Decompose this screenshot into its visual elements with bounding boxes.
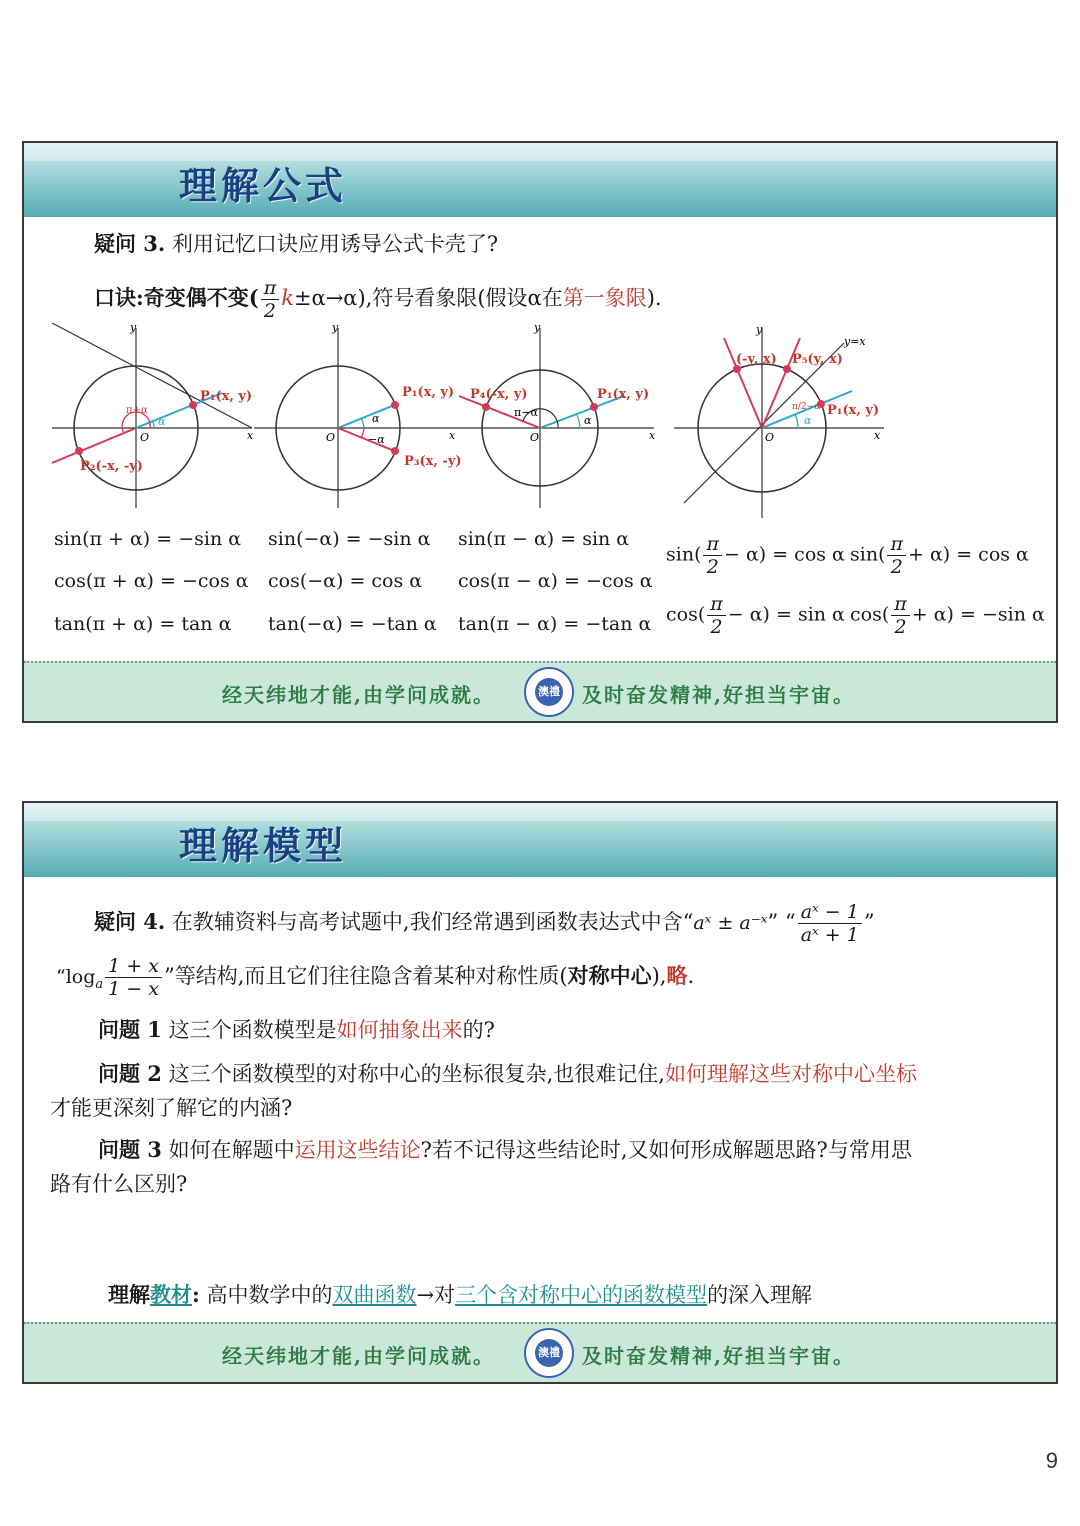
question-3: 疑问 3. 利用记忆口诀应用诱导公式卡壳了? xyxy=(94,231,499,256)
textbook-link[interactable]: 教材 xyxy=(150,1282,192,1307)
slide-footer xyxy=(24,661,1056,721)
point-p4: P₄(-x, y) xyxy=(470,387,528,402)
formula-tan-pi-plus: tan(π + α) = tan α xyxy=(54,613,232,635)
page-number: 9 xyxy=(1045,1448,1058,1473)
origin-label: O xyxy=(530,431,540,444)
formula-tan-neg: tan(−α) = −tan α xyxy=(268,613,437,635)
formula-cos-pi-plus: cos(π + α) = −cos α xyxy=(54,570,249,592)
problem-1: 问题 1 这三个函数模型是如何抽象出来的? xyxy=(98,1017,495,1042)
angle-half-pi-minus-alpha: π/2−α xyxy=(792,402,821,412)
point-p5: P₅(y, x) xyxy=(792,352,843,367)
formula-sin-neg: sin(−α) = −sin α xyxy=(268,528,431,550)
understand-textbook: 理解教材: 高中数学中的双曲函数→对三个含对称中心的函数模型的深入理解 xyxy=(108,1282,813,1307)
x-axis-label: x xyxy=(449,429,456,442)
unit-circle-pi-minus-alpha xyxy=(454,323,664,513)
question-4-line2: “$\log_a$ $\frac{1 + x}{1 - x}$ ”等结构,而且它们往往隐含着某种对称性质(对称中心),略. xyxy=(56,955,695,1000)
school-seal-logo: 澳禮 xyxy=(524,667,574,717)
slide-banner xyxy=(24,143,1056,217)
formula-cos-half-pi-minus: cos( $\frac{\pi}{2}$ − α) = sin α xyxy=(666,593,845,638)
x-axis-label: x xyxy=(247,429,254,442)
slide-models xyxy=(22,801,1058,1384)
angle-alpha: α xyxy=(804,414,812,427)
x-axis-label: x xyxy=(874,429,881,442)
slide-formulas xyxy=(22,141,1058,723)
problem-2-line1: 问题 2 这三个函数模型的对称中心的坐标很复杂,也很难记住,如何理解这些对称中心坐标 xyxy=(98,1061,917,1086)
point-p2: P₂(-x, -y) xyxy=(80,459,143,474)
angle-alpha: α xyxy=(372,412,380,425)
angle-pi-minus-alpha: π−α xyxy=(514,406,538,419)
point-p1: P₁(x, y) xyxy=(200,389,253,404)
footer-motto-right: 及时奋发精神,好担当宇宙。 xyxy=(582,1344,855,1368)
unit-circle-half-pi xyxy=(674,323,894,523)
formula-cos-neg: cos(−α) = cos α xyxy=(268,570,423,592)
formula-tan-pi-minus: tan(π − α) = −tan α xyxy=(458,613,652,635)
y-axis-label: y xyxy=(130,323,137,334)
y-axis-label: y xyxy=(534,323,541,334)
formula-cos-half-pi-plus: cos( $\frac{\pi}{2}$ + α) = −sin α xyxy=(850,593,1045,638)
footer-motto-right: 及时奋发精神,好担当宇宙。 xyxy=(582,683,855,707)
unit-circle-pi-plus-alpha xyxy=(52,323,262,513)
rhyme-line: 口诀:奇变偶不变( $\frac{\pi}{2}$ k±α→α),符号看象限(假设α在第一象限). xyxy=(94,277,662,322)
slide-title: 理解模型 xyxy=(179,823,348,868)
y-axis-label: y xyxy=(756,323,763,336)
formula-sin-pi-minus: sin(π − α) = sin α xyxy=(458,528,630,550)
formula-sin-half-pi-plus: sin( $\frac{\pi}{2}$ + α) = cos α xyxy=(850,533,1029,578)
problem-3-line2: 路有什么区别? xyxy=(50,1172,188,1196)
y-axis-label: y xyxy=(332,323,339,334)
footer-motto-left: 经天纬地才能,由学问成就。 xyxy=(222,1344,495,1368)
point-neg-y-x: (-y, x) xyxy=(736,352,777,367)
problem-2-line2: 才能更深刻了解它的内涵? xyxy=(50,1096,293,1120)
school-seal-logo: 澳禮 xyxy=(524,1328,574,1378)
origin-label: O xyxy=(326,431,336,444)
origin-label: O xyxy=(140,431,150,444)
point-p1: P₁(x, y) xyxy=(402,385,455,400)
problem-3-line1: 问题 3 如何在解题中运用这些结论?若不记得这些结论时,又如何形成解题思路?与常用思 xyxy=(98,1137,912,1162)
slide-banner xyxy=(24,803,1056,877)
angle-alpha: α xyxy=(584,414,592,427)
footer-motto-left: 经天纬地才能,由学问成就。 xyxy=(222,683,495,707)
angle-pi-plus-alpha: π+α xyxy=(126,405,148,416)
formula-sin-half-pi-minus: sin( $\frac{\pi}{2}$ − α) = cos α xyxy=(666,533,845,578)
hyperbolic-functions-link[interactable]: 双曲函数 xyxy=(332,1283,417,1307)
angle-neg-alpha: −α xyxy=(368,433,385,446)
slide-title: 理解公式 xyxy=(179,163,348,208)
line-y-eq-x: y=x xyxy=(844,335,866,348)
question-4-line1: 疑问 4. 在教辅资料与高考试题中,我们经常遇到函数表达式中含“aˣ ± a⁻ˣ” “ $\frac{\text{aˣ − 1}}{\text{aˣ + 1}}$ ” xyxy=(94,901,875,946)
point-p1: P₁(x, y) xyxy=(827,403,880,418)
angle-alpha: α xyxy=(158,415,166,428)
three-models-link[interactable]: 三个含对称中心的函数模型 xyxy=(455,1283,708,1307)
origin-label: O xyxy=(765,431,775,444)
x-axis-label: x xyxy=(649,429,656,442)
unit-circle-neg-alpha xyxy=(254,323,464,513)
point-p3: P₃(x, -y) xyxy=(404,454,462,469)
point-p1: P₁(x, y) xyxy=(597,387,650,402)
formula-cos-pi-minus: cos(π − α) = −cos α xyxy=(458,570,653,592)
slide-footer xyxy=(24,1322,1056,1382)
formula-sin-pi-plus: sin(π + α) = −sin α xyxy=(54,528,242,550)
